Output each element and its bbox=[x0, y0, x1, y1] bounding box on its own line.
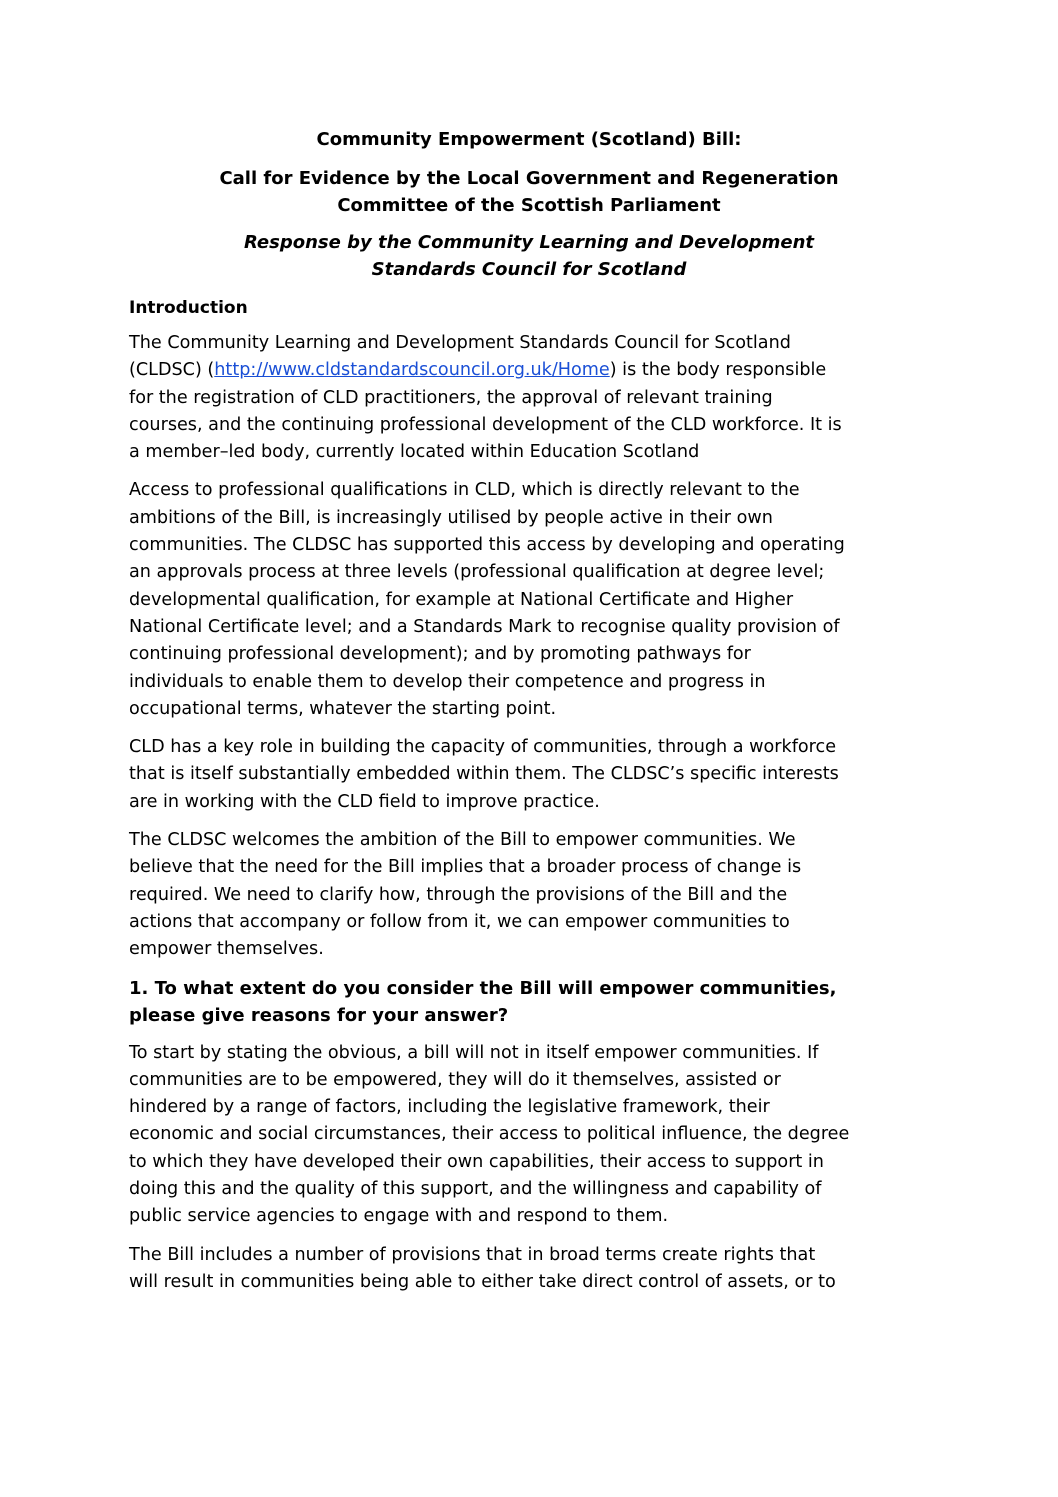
paragraph-line: developmental qualification, for example at National Certificate and Higher bbox=[129, 589, 794, 610]
paragraph-line: economic and social circumstances, their access to political influence, the degree bbox=[129, 1124, 850, 1145]
document-subtitle bbox=[129, 165, 929, 219]
paragraph-line: The Community Learning and Development Standards Council for Scotland bbox=[129, 333, 791, 353]
paragraph-line: communities are to be empowered, they will do it themselves, assisted or bbox=[129, 1069, 781, 1090]
qualifications-paragraph bbox=[129, 477, 929, 723]
paragraph-line: actions that accompany or follow from it, we can empower communities to bbox=[129, 911, 790, 932]
response-title bbox=[129, 229, 929, 283]
paragraph-line: The Bill includes a number of provisions that in broad terms create rights that bbox=[129, 1244, 816, 1265]
paragraph-line: continuing professional development); and by promoting pathways for bbox=[129, 644, 751, 665]
paragraph-line: a member–led body, currently located within Education Scotland bbox=[129, 442, 700, 463]
paragraph-line: The CLDSC welcomes the ambition of the Bill to empower communities. We bbox=[129, 830, 796, 851]
subtitle-line: Committee of the Scottish Parliament bbox=[337, 195, 721, 216]
paragraph-text: ) is the body responsible bbox=[609, 360, 827, 381]
intro-paragraph bbox=[129, 330, 929, 466]
paragraph-line: ambitions of the Bill, is increasingly utilised by people active in their own bbox=[129, 507, 773, 528]
answer-paragraph bbox=[129, 1040, 929, 1231]
cld-role-paragraph bbox=[129, 734, 929, 816]
welcome-paragraph bbox=[129, 827, 929, 963]
paragraph-line bbox=[129, 357, 929, 384]
paragraph-line: National Certificate level; and a Standards Mark to recognise quality provision of bbox=[129, 616, 840, 637]
response-title-line: Standards Council for Scotland bbox=[371, 259, 687, 280]
paragraph-line: required. We need to clarify how, through the provisions of the Bill and the bbox=[129, 884, 788, 905]
response-title-line: Response by the Community Learning and Development bbox=[243, 232, 815, 253]
paragraph-line: to which they have developed their own capabilities, their access to support in bbox=[129, 1151, 824, 1172]
paragraph-line: will result in communities being able to either take direct control of assets, or to bbox=[129, 1271, 836, 1292]
question-line: 1. To what extent do you consider the Bill will empower communities, bbox=[129, 977, 837, 999]
paragraph-line: believe that the need for the Bill implies that a broader process of change is bbox=[129, 857, 802, 878]
paragraph-line: communities. The CLDSC has supported this access by developing and operating bbox=[129, 535, 845, 556]
paragraph-line: empower themselves. bbox=[129, 939, 324, 960]
question-1-heading bbox=[129, 975, 929, 1029]
paragraph-line: Access to professional qualifications in CLD, which is directly relevant to the bbox=[129, 480, 800, 501]
paragraph-line: that is itself substantially embedded within them. The CLDSC’s specific interests bbox=[129, 764, 839, 785]
paragraph-line: courses, and the continuing professional development of the CLD workforce. It is bbox=[129, 414, 842, 435]
paragraph-line: doing this and the quality of this support, and the willingness and capability of bbox=[129, 1179, 822, 1200]
cldsc-website-link[interactable]: http://www.cldstandardscouncil.org.uk/Home bbox=[214, 360, 610, 381]
paragraph-line: public service agencies to engage with and respond to them. bbox=[129, 1206, 669, 1227]
document-title: Community Empowerment (Scotland) Bill: bbox=[316, 129, 742, 150]
paragraph-line: for the registration of CLD practitioners, the approval of relevant training bbox=[129, 387, 773, 408]
paragraph-line: individuals to enable them to develop their competence and progress in bbox=[129, 671, 766, 692]
question-line: please give reasons for your answer? bbox=[129, 1004, 509, 1026]
paragraph-line: CLD has a key role in building the capacity of communities, through a workforce bbox=[129, 737, 837, 758]
paragraph-line: hindered by a range of factors, including the legislative framework, their bbox=[129, 1097, 770, 1118]
paragraph-text: (CLDSC) ( bbox=[129, 360, 215, 381]
provisions-paragraph bbox=[129, 1242, 929, 1297]
paragraph-line: an approvals process at three levels (professional qualification at degree level; bbox=[129, 562, 825, 583]
subtitle-line: Call for Evidence by the Local Government and Regeneration bbox=[219, 168, 839, 189]
introduction-heading: Introduction bbox=[129, 298, 248, 318]
document-page bbox=[129, 126, 929, 1307]
paragraph-line: To start by stating the obvious, a bill will not in itself empower communities. If bbox=[129, 1042, 819, 1063]
paragraph-line: occupational terms, whatever the starting point. bbox=[129, 698, 557, 719]
paragraph-line: are in working with the CLD field to improve practice. bbox=[129, 791, 600, 812]
